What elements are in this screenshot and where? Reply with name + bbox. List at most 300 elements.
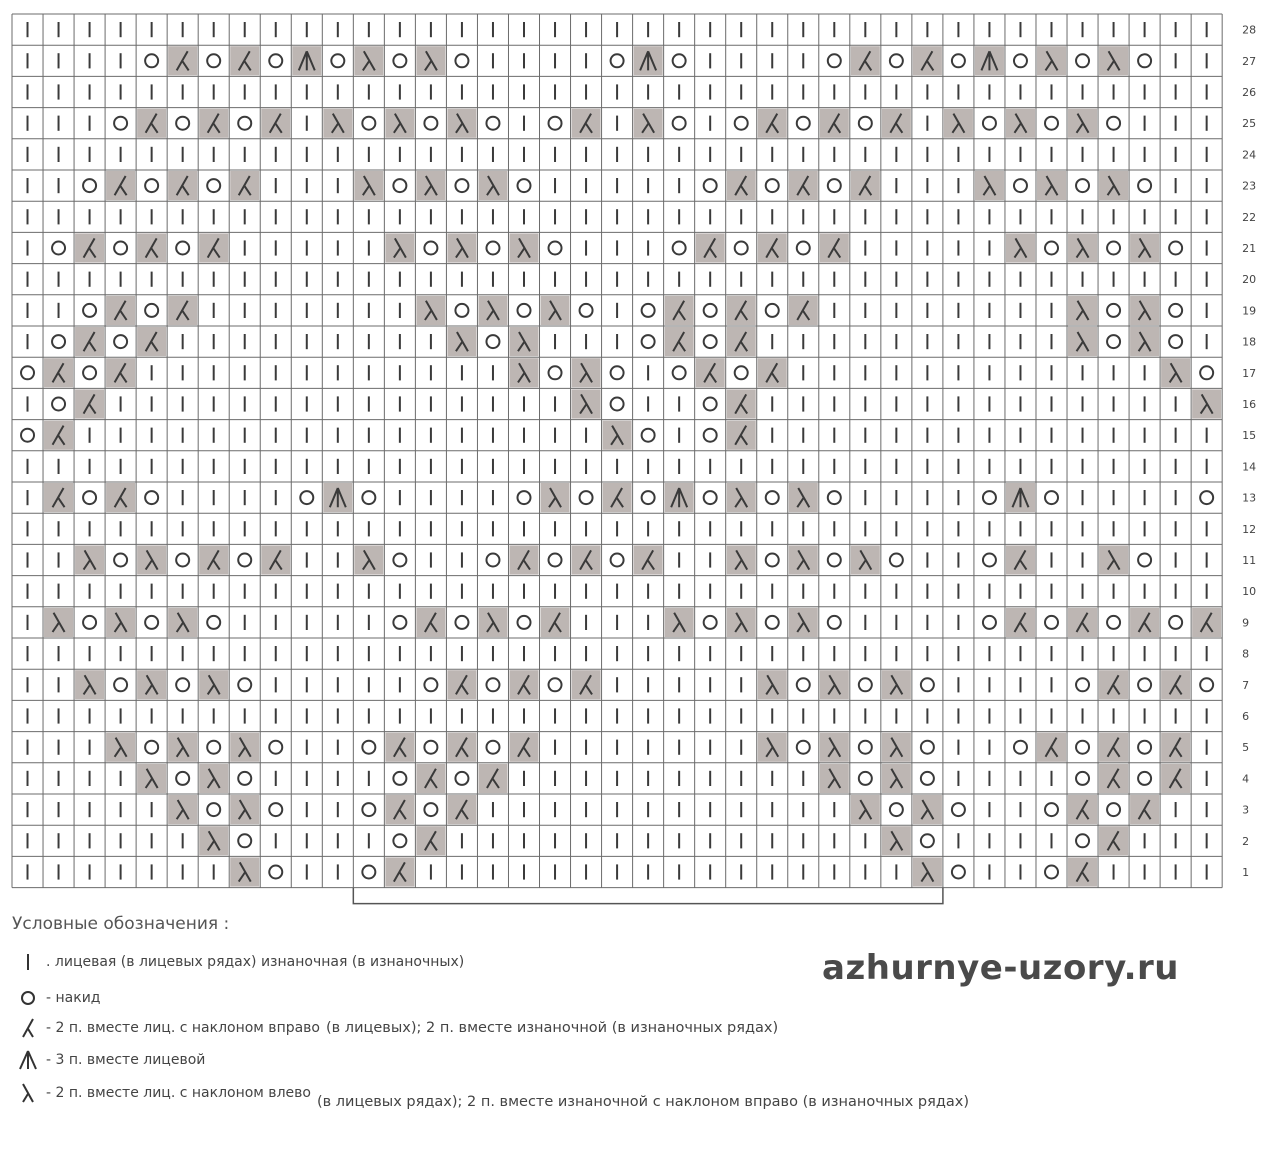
row-number: 5 [1242,741,1250,755]
yarn-over-icon [766,491,779,504]
yarn-over-icon [145,491,158,504]
yarn-over-icon [145,304,158,317]
legend-item-yarn-over [14,986,100,1010]
yarn-over-icon [704,616,717,629]
k2tog-right-icon [572,670,601,699]
k2tog-left-icon [447,327,476,356]
yarn-over-icon [424,741,437,754]
yarn-over-icon [1138,741,1151,754]
legend-title: Условные обозначения : [12,914,230,934]
yarn-over-icon [983,491,996,504]
k2tog-right-icon [199,109,228,138]
row-number: 11 [1242,554,1257,567]
yarn-over-icon [517,304,530,317]
k2tog-left-icon [75,670,104,699]
yarn-over-icon [611,366,624,379]
k2tog-right-icon [1099,826,1128,855]
yarn-over-icon [176,117,189,130]
yarn-over-icon [424,803,437,816]
k2tog-left-icon [1130,296,1159,325]
k2tog-right-icon [1161,670,1190,699]
k2tog-left-icon [416,171,445,200]
k2tog-right-icon [447,795,476,824]
k2tog-right-icon [199,233,228,262]
yarn-over-icon [114,335,127,348]
k2tog-left-icon [416,296,445,325]
row-number: 27 [1242,54,1257,68]
k2tog-right-icon [727,389,756,418]
yarn-over-icon [1107,304,1120,317]
k2tog-left-icon [478,171,507,200]
repeat-bracket [353,888,943,904]
yarn-over-icon [83,616,96,629]
k2tog-right-icon [1161,733,1190,762]
yarn-over-icon [1045,866,1058,879]
row-number: 18 [1242,335,1257,349]
row-number: 17 [1242,366,1257,380]
k2tog-left-icon [1192,389,1221,418]
yarn-over-icon [735,366,748,379]
yarn-over-icon [859,117,872,130]
yarn-over-icon [145,179,158,192]
k2tog-left-icon [758,733,787,762]
k2tog-left-icon [1037,46,1066,75]
legend-item-k3tog [14,1048,205,1072]
yarn-over-icon [890,803,903,816]
k2tog-right-icon [1099,764,1128,793]
k2tog-left-icon [1130,327,1159,356]
k2tog-right-icon [1068,608,1097,637]
yarn-over-icon [704,491,717,504]
yarn-over-icon [766,179,779,192]
yarn-over-icon [517,179,530,192]
k2tog-left-icon [789,483,818,512]
k2tog-right-icon [75,233,104,262]
yarn-over-icon [952,866,965,879]
yarn-over-icon [176,772,189,785]
k2tog-right-icon [168,296,197,325]
k2tog-left-icon [14,1081,42,1105]
row-number: 10 [1242,585,1257,599]
yarn-over-icon [362,491,375,504]
yarn-over-icon [486,678,499,691]
yarn-over-icon [1200,366,1213,379]
k2tog-right-icon [1037,733,1066,762]
yarn-over-icon [549,554,562,567]
yarn-over-icon [549,242,562,255]
yarn-over-icon [238,772,251,785]
yarn-over-icon [549,117,562,130]
k2tog-left-icon [944,109,973,138]
yarn-over-icon [1138,678,1151,691]
yarn-over-icon [1169,616,1182,629]
k2tog-left-icon [168,608,197,637]
k2tog-left-icon [1068,296,1097,325]
k2tog-right-icon [106,296,135,325]
yarn-over-icon [1107,616,1120,629]
yarn-over-icon [486,335,499,348]
yarn-over-icon [704,398,717,411]
yarn-over-icon [642,491,655,504]
row-number: 13 [1242,491,1257,505]
yarn-over-icon [1138,772,1151,785]
yarn-over-icon [890,54,903,67]
k2tog-left-icon [1130,233,1159,262]
row-number: 7 [1242,678,1250,692]
yarn-over-icon [1076,179,1089,192]
yarn-over-icon [424,117,437,130]
yarn-over-icon [1076,54,1089,67]
k3tog-icon [323,483,352,512]
yarn-over-icon [486,117,499,130]
k2tog-left-icon [665,608,694,637]
yarn-over-icon [1107,335,1120,348]
k2tog-left-icon [354,46,383,75]
k2tog-right-icon [727,421,756,450]
k2tog-right-icon [1006,545,1035,574]
yarn-over-icon [1169,304,1182,317]
k2tog-left-icon [230,795,259,824]
yarn-over-icon [393,772,406,785]
k2tog-right-icon [75,327,104,356]
k2tog-left-icon [168,733,197,762]
k2tog-right-icon [106,171,135,200]
yarn-over-icon [1076,678,1089,691]
k2tog-right-icon [541,608,570,637]
k2tog-left-icon [913,857,942,886]
yarn-over-icon [1200,678,1213,691]
k2tog-left-icon [820,764,849,793]
yarn-over-icon [797,117,810,130]
k2tog-right-icon [509,545,538,574]
k3tog-icon [975,46,1004,75]
legend-k3tog-text: - 3 п. вместе лицевой [46,1052,206,1068]
k2tog-left-icon [882,764,911,793]
yarn-over-icon [828,54,841,67]
row-number: 9 [1242,616,1250,630]
yarn-over-icon [921,834,934,847]
k2tog-right-icon [727,296,756,325]
k2tog-left-icon [509,358,538,387]
yarn-over-icon [300,491,313,504]
yarn-over-icon [176,242,189,255]
yarn-over-icon [207,179,220,192]
k2tog-right-icon [1130,608,1159,637]
yarn-over-icon [1045,242,1058,255]
yarn-over-icon [890,554,903,567]
k2tog-left-icon [44,608,73,637]
row-number: 26 [1242,86,1257,99]
k2tog-right-icon [44,483,73,512]
yarn-over-icon [424,242,437,255]
row-number: 25 [1242,117,1257,131]
legend-yarn-over-text: - накид [46,990,101,1006]
row-number: 1 [1242,866,1250,879]
k2tog-right-icon [789,171,818,200]
k2tog-right-icon [137,109,166,138]
k2tog-right-icon [572,545,601,574]
k2tog-right-icon [1099,733,1128,762]
yarn-over-icon [114,117,127,130]
yarn-over-icon [238,678,251,691]
yarn-over-icon [1076,772,1089,785]
yarn-over-icon [611,54,624,67]
k2tog-right-icon [509,733,538,762]
k2tog-right-icon [789,296,818,325]
yarn-over-icon [1014,179,1027,192]
k2tog-left-icon [541,483,570,512]
yarn-over-icon [83,179,96,192]
k2tog-left-icon [1068,109,1097,138]
yarn-over-icon [611,554,624,567]
k2tog-right-icon [14,1016,42,1040]
yarn-over-icon [455,179,468,192]
k2tog-right-icon [385,857,414,886]
row-number: 16 [1242,398,1257,411]
yarn-over-icon [362,741,375,754]
k2tog-right-icon [416,608,445,637]
k2tog-left-icon [727,545,756,574]
yarn-over-icon [1107,117,1120,130]
k2tog-left-icon [447,233,476,262]
row-number: 24 [1242,148,1257,162]
yarn-over-icon [176,678,189,691]
yarn-over-icon [673,242,686,255]
yarn-over-icon [797,678,810,691]
yarn-over-icon [766,554,779,567]
k2tog-left-icon [1099,545,1128,574]
k3tog-icon [14,1048,42,1072]
k2tog-right-icon [1068,795,1097,824]
k2tog-left-icon [447,109,476,138]
yarn-over-icon [1045,803,1058,816]
row-number: 19 [1242,304,1257,318]
k2tog-left-icon [789,545,818,574]
k2tog-right-icon [447,733,476,762]
yarn-over-icon [580,304,593,317]
k2tog-right-icon [851,46,880,75]
k2tog-left-icon [168,795,197,824]
k2tog-right-icon [1099,670,1128,699]
k2tog-right-icon [106,483,135,512]
k2tog-right-icon [851,171,880,200]
yarn-over-icon [859,772,872,785]
yarn-over-icon [145,616,158,629]
yarn-over-icon [517,491,530,504]
k2tog-right-icon [696,358,725,387]
yarn-over-icon [766,304,779,317]
yarn-over-icon [83,491,96,504]
yarn-over-icon [114,554,127,567]
yarn-over-icon [1169,242,1182,255]
legend-item-k2tog-left [14,1081,969,1110]
k2tog-left-icon [354,171,383,200]
yarn-over-icon [1076,834,1089,847]
k2tog-right-icon [572,109,601,138]
yarn-over-icon [424,678,437,691]
knit-icon [14,950,42,974]
k2tog-right-icon [385,795,414,824]
k2tog-left-icon [789,608,818,637]
k2tog-left-icon [851,795,880,824]
k2tog-right-icon [137,327,166,356]
yarn-over-icon [238,554,251,567]
yarn-over-icon [952,803,965,816]
yarn-over-icon [114,678,127,691]
yarn-over-icon [1169,335,1182,348]
k2tog-left-icon [416,46,445,75]
yarn-over-icon [83,366,96,379]
yarn-over-icon [393,179,406,192]
yarn-over-icon [269,54,282,67]
k2tog-left-icon [603,421,632,450]
k2tog-left-icon [1006,109,1035,138]
yarn-over-icon [983,554,996,567]
yarn-over-icon [1014,54,1027,67]
k2tog-left-icon [541,296,570,325]
k2tog-left-icon [882,733,911,762]
yarn-over-icon [673,117,686,130]
k3tog-icon [1006,483,1035,512]
yarn-over-icon [921,772,934,785]
k2tog-left-icon [1099,46,1128,75]
yarn-over-icon [207,741,220,754]
k2tog-right-icon [1068,857,1097,886]
yarn-over-icon [455,616,468,629]
yarn-over-icon [1138,54,1151,67]
k2tog-right-icon [665,296,694,325]
yarn-over-icon [766,616,779,629]
yarn-over-icon [983,616,996,629]
k2tog-left-icon [820,733,849,762]
k2tog-left-icon [199,670,228,699]
yarn-over-icon [611,398,624,411]
yarn-over-icon [176,554,189,567]
yarn-over-icon [580,491,593,504]
k2tog-right-icon [416,826,445,855]
yarn-over-icon [1107,803,1120,816]
k2tog-right-icon [603,483,632,512]
row-number: 4 [1242,772,1250,786]
k2tog-left-icon [1068,327,1097,356]
yarn-over-icon [21,429,34,442]
row-number: 3 [1242,803,1250,817]
k2tog-left-icon [478,608,507,637]
k2tog-left-icon [323,109,352,138]
yarn-over-icon [1045,117,1058,130]
k2tog-right-icon [665,327,694,356]
k2tog-left-icon [1099,171,1128,200]
k2tog-right-icon [44,358,73,387]
yarn-over-icon [486,554,499,567]
yarn-over-icon [983,117,996,130]
yarn-over-icon [455,54,468,67]
yarn-over-icon [1045,616,1058,629]
k2tog-left-icon [913,795,942,824]
yarn-over-icon [207,616,220,629]
k3tog-icon [665,483,694,512]
yarn-over-icon [673,54,686,67]
yarn-over-icon [704,335,717,348]
yarn-over-icon [21,366,34,379]
k2tog-right-icon [820,109,849,138]
yarn-over-icon [1045,491,1058,504]
k2tog-left-icon [509,233,538,262]
legend-item-knit [14,950,464,974]
k2tog-right-icon [261,109,290,138]
k2tog-right-icon [75,389,104,418]
yarn-over-icon [952,54,965,67]
yarn-over-icon [393,54,406,67]
k2tog-left-icon [975,171,1004,200]
yarn-over-icon [52,242,65,255]
yarn-over-icon [828,491,841,504]
row-number: 23 [1242,179,1257,193]
k2tog-right-icon [820,233,849,262]
yarn-over-icon [14,986,42,1010]
k2tog-left-icon [385,109,414,138]
yarn-over-icon [362,866,375,879]
k2tog-right-icon [1006,608,1035,637]
yarn-over-icon [455,772,468,785]
yarn-over-icon [1200,491,1213,504]
row-number: 8 [1242,647,1250,661]
k2tog-left-icon [820,670,849,699]
k2tog-left-icon [354,545,383,574]
k2tog-left-icon [137,545,166,574]
k2tog-right-icon [478,764,507,793]
k2tog-left-icon [230,857,259,886]
yarn-over-icon [1076,741,1089,754]
yarn-over-icon [673,366,686,379]
yarn-over-icon [921,678,934,691]
yarn-over-icon [269,741,282,754]
yarn-over-icon [393,834,406,847]
site-watermark: azhurnye-uzory.ru [822,948,1179,988]
k2tog-left-icon [1068,233,1097,262]
row-number: 20 [1242,273,1257,287]
k2tog-right-icon [168,46,197,75]
k2tog-right-icon [1130,795,1159,824]
k2tog-right-icon [416,764,445,793]
legend-k2tog-right-text: - 2 п. вместе лиц. с наклоном вправо [46,1020,320,1036]
row-number: 21 [1242,242,1257,255]
k2tog-right-icon [882,109,911,138]
yarn-over-icon [642,429,655,442]
k2tog-right-icon [1192,608,1221,637]
k2tog-right-icon [913,46,942,75]
yarn-over-icon [145,54,158,67]
k2tog-left-icon [106,733,135,762]
k2tog-left-icon [882,670,911,699]
yarn-over-icon [797,242,810,255]
yarn-over-icon [145,741,158,754]
yarn-over-icon [1107,242,1120,255]
row-number: 22 [1242,210,1257,224]
yarn-over-icon [735,242,748,255]
yarn-over-icon [517,616,530,629]
yarn-over-icon [486,741,499,754]
k2tog-right-icon [230,171,259,200]
yarn-over-icon [238,834,251,847]
yarn-over-icon [52,398,65,411]
k2tog-right-icon [447,670,476,699]
k2tog-left-icon [137,670,166,699]
k2tog-right-icon [634,545,663,574]
legend-item-k2tog-right [14,1016,778,1040]
yarn-over-icon [486,242,499,255]
yarn-over-icon [52,335,65,348]
